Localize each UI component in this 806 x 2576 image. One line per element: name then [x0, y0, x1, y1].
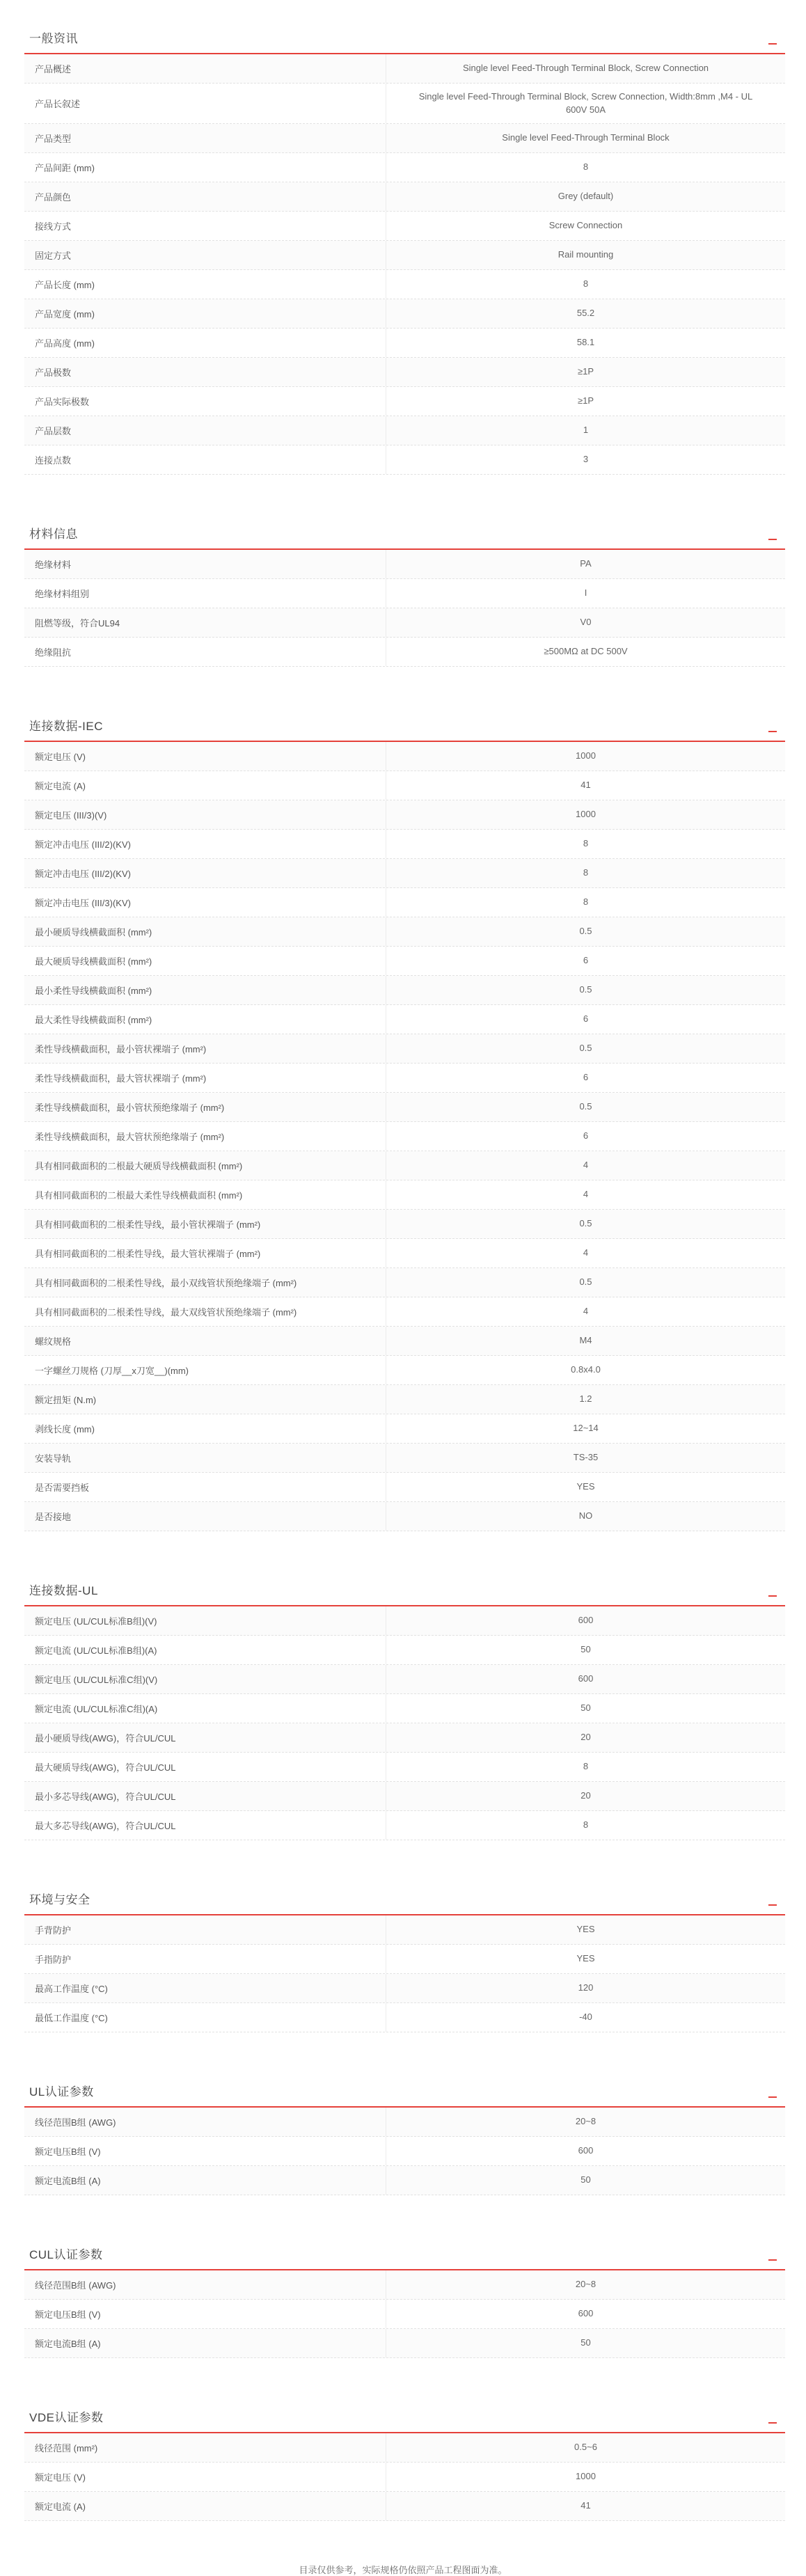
spec-value: V0: [580, 617, 592, 628]
spec-label: 最大柔性导线横截面积 (mm²): [24, 1005, 386, 1034]
spec-row: [24, 2463, 785, 2492]
section-header[interactable]: [24, 2216, 785, 2270]
spec-row: [24, 241, 785, 270]
spec-value: ≥1P: [577, 366, 594, 377]
spec-table: [24, 742, 785, 1531]
spec-value: ≥500MΩ at DC 500V: [544, 646, 628, 657]
spec-row: [24, 608, 785, 638]
spec-label: 接线方式: [24, 212, 386, 240]
spec-row: [24, 1180, 785, 1210]
section-title: 材料信息: [29, 528, 78, 541]
spec-value: Screw Connection: [548, 220, 623, 231]
spec-value: M4: [579, 1335, 592, 1346]
spec-label: 具有相同截面积的二根柔性导线，最大管状裸端子 (mm²): [24, 1239, 386, 1267]
spec-label: 额定电压 (V): [24, 742, 386, 771]
spec-value: TS-35: [573, 1452, 599, 1463]
spec-value: 50: [580, 1644, 591, 1655]
spec-row: [24, 1268, 785, 1297]
spec-value: 12~14: [573, 1423, 599, 1434]
collapse-icon[interactable]: [767, 38, 778, 45]
spec-label: 产品概述: [24, 54, 386, 83]
spec-value: 20: [580, 1790, 591, 1801]
spec-label: 最高工作温度 (°C): [24, 1974, 386, 2002]
spec-label: 额定电压 (UL/CUL标准C组)(V): [24, 1665, 386, 1693]
section-header[interactable]: [24, 2053, 785, 2108]
spec-value: 6: [583, 1013, 589, 1025]
spec-value: -40: [579, 2012, 592, 2023]
spec-section: [24, 1552, 785, 1840]
spec-label: 产品类型: [24, 124, 386, 152]
spec-value: NO: [578, 1510, 593, 1522]
spec-label: 额定电流 (UL/CUL标准C组)(A): [24, 1694, 386, 1723]
spec-row: [24, 212, 785, 241]
spec-label: 具有相同截面积的二根柔性导线，最大双线管状预绝缘端子 (mm²): [24, 1297, 386, 1326]
spec-value: 8: [583, 278, 589, 290]
spec-row: [24, 2166, 785, 2195]
section-title: 连接数据-IEC: [29, 720, 103, 733]
spec-value: ≥1P: [577, 395, 594, 406]
spec-table: [24, 2433, 785, 2521]
spec-row: [24, 1151, 785, 1180]
spec-value: YES: [576, 1481, 595, 1492]
spec-row: [24, 416, 785, 445]
footer-note-text: 目录仅供参考，实际规格仍依照产品工程图面为准。: [299, 2565, 507, 2575]
spec-value: 50: [580, 1702, 591, 1714]
spec-table: [24, 550, 785, 667]
spec-label: 产品层数: [24, 416, 386, 445]
spec-label: 额定冲击电压 (III/3)(KV): [24, 888, 386, 917]
spec-table: [24, 2108, 785, 2195]
spec-row: [24, 2108, 785, 2137]
spec-value: 0.5: [579, 1101, 592, 1112]
spec-row: [24, 299, 785, 329]
spec-label: 额定冲击电压 (III/2)(KV): [24, 830, 386, 858]
footer-note: [0, 2542, 806, 2576]
spec-label: 额定电流 (A): [24, 2492, 386, 2520]
spec-label: 产品颜色: [24, 182, 386, 211]
spec-row: [24, 1665, 785, 1694]
section-title: 连接数据-UL: [29, 1584, 98, 1597]
spec-row: [24, 947, 785, 976]
spec-value: Rail mounting: [558, 249, 614, 260]
spec-value: 6: [583, 1072, 589, 1083]
section-header[interactable]: [24, 1552, 785, 1606]
spec-value: Single level Feed-Through Terminal Block, Screw Connection: [462, 63, 709, 74]
spec-value: 0.5~6: [574, 2442, 597, 2453]
spec-label: 绝缘阻抗: [24, 638, 386, 666]
spec-label: 具有相同截面积的二根最大硬质导线横截面积 (mm²): [24, 1151, 386, 1180]
collapse-icon[interactable]: [767, 725, 778, 732]
spec-label: 额定电压 (V): [24, 2463, 386, 2491]
collapse-icon[interactable]: [767, 2254, 778, 2261]
spec-row: [24, 550, 785, 579]
spec-label: 线径范围B组 (AWG): [24, 2108, 386, 2136]
spec-label: 额定冲击电压 (III/2)(KV): [24, 859, 386, 887]
spec-value: 600: [578, 1615, 594, 1626]
spec-label: 最大多芯导线(AWG)，符合UL/CUL: [24, 1811, 386, 1840]
spec-section: [24, 0, 785, 475]
spec-row: [24, 1606, 785, 1636]
spec-value: 8: [583, 867, 589, 878]
spec-row: [24, 1811, 785, 1840]
spec-row: [24, 1502, 785, 1531]
spec-row: [24, 579, 785, 608]
spec-label: 柔性导线横截面积，最大管状裸端子 (mm²): [24, 1064, 386, 1092]
spec-value: 0.8x4.0: [571, 1364, 601, 1375]
spec-value: 4: [583, 1306, 589, 1317]
spec-label: 额定电流B组 (A): [24, 2329, 386, 2357]
spec-row: [24, 2270, 785, 2300]
spec-label: 手指防护: [24, 1945, 386, 1973]
spec-value: 55.2: [576, 308, 595, 319]
spec-label: 额定电压B组 (V): [24, 2137, 386, 2165]
spec-value: 120: [578, 1982, 594, 1993]
spec-value: 8: [583, 161, 589, 173]
spec-value: 0.5: [579, 1043, 592, 1054]
spec-value: 600: [578, 1673, 594, 1684]
spec-label: 线径范围 (mm²): [24, 2433, 386, 2462]
spec-row: [24, 800, 785, 830]
spec-value: 3: [583, 454, 589, 465]
spec-label: 产品间距 (mm): [24, 153, 386, 182]
spec-row: [24, 888, 785, 917]
spec-row: [24, 2003, 785, 2032]
spec-value: YES: [576, 1924, 595, 1935]
spec-label: 固定方式: [24, 241, 386, 269]
spec-label: 安装导轨: [24, 1444, 386, 1472]
spec-value: 600: [578, 2145, 594, 2156]
spec-row: [24, 742, 785, 771]
spec-label: 产品宽度 (mm): [24, 299, 386, 328]
spec-row: [24, 1327, 785, 1356]
spec-row: [24, 1005, 785, 1034]
spec-label: 产品长度 (mm): [24, 270, 386, 299]
spec-value: 0.5: [579, 926, 592, 937]
spec-section: [24, 496, 785, 667]
spec-row: [24, 84, 785, 124]
spec-label: 是否需要挡板: [24, 1473, 386, 1501]
spec-value: Grey (default): [558, 191, 614, 202]
spec-table: [24, 1606, 785, 1840]
spec-row: [24, 2492, 785, 2521]
spec-label: 最大硬质导线(AWG)，符合UL/CUL: [24, 1753, 386, 1781]
spec-row: [24, 1385, 785, 1414]
spec-label: 绝缘材料组别: [24, 579, 386, 608]
spec-row: [24, 1444, 785, 1473]
spec-value: 4: [583, 1247, 589, 1258]
spec-row: [24, 329, 785, 358]
spec-row: [24, 1034, 785, 1064]
spec-label: 额定电流 (A): [24, 771, 386, 800]
spec-label: 额定电压 (UL/CUL标准B组)(V): [24, 1606, 386, 1635]
spec-row: [24, 124, 785, 153]
spec-row: [24, 1915, 785, 1945]
spec-row: [24, 153, 785, 182]
spec-value: 1000: [576, 750, 596, 761]
spec-label: 具有相同截面积的二根最大柔性导线横截面积 (mm²): [24, 1180, 386, 1209]
spec-value: Single level Feed-Through Terminal Block, Screw Connection, Width:8mm ,M4 - UL 600V 50A: [418, 90, 753, 115]
section-header[interactable]: [24, 2379, 785, 2433]
collapse-icon[interactable]: [767, 2417, 778, 2424]
spec-row: [24, 2300, 785, 2329]
collapse-icon[interactable]: [767, 1590, 778, 1597]
spec-value: 600: [578, 2308, 594, 2319]
spec-row: [24, 270, 785, 299]
spec-row: [24, 771, 785, 800]
spec-row: [24, 1210, 785, 1239]
spec-label: 额定电流 (UL/CUL标准B组)(A): [24, 1636, 386, 1664]
collapse-icon[interactable]: [767, 1899, 778, 1906]
spec-row: [24, 54, 785, 84]
spec-value: 8: [583, 1819, 589, 1831]
section-header[interactable]: [24, 496, 785, 550]
spec-section: [24, 2053, 785, 2195]
spec-section: [24, 2379, 785, 2521]
section-header[interactable]: [24, 0, 785, 54]
spec-row: [24, 445, 785, 475]
spec-label: 最小柔性导线横截面积 (mm²): [24, 976, 386, 1004]
spec-label: 剥线长度 (mm): [24, 1414, 386, 1443]
section-title: 一般资讯: [29, 32, 78, 45]
spec-label: 线径范围B组 (AWG): [24, 2270, 386, 2299]
spec-value: 58.1: [576, 337, 595, 348]
spec-row: [24, 1093, 785, 1122]
collapse-icon[interactable]: [767, 2091, 778, 2098]
spec-label: 额定电压B组 (V): [24, 2300, 386, 2328]
spec-row: [24, 1122, 785, 1151]
spec-value: 8: [583, 896, 589, 908]
spec-label: 额定扭矩 (N.m): [24, 1385, 386, 1414]
spec-value: 8: [583, 838, 589, 849]
spec-row: [24, 182, 785, 212]
spec-label: 产品极数: [24, 358, 386, 386]
spec-label: 额定电流B组 (A): [24, 2166, 386, 2195]
spec-row: [24, 387, 785, 416]
spec-label: 柔性导线横截面积，最小管状预绝缘端子 (mm²): [24, 1093, 386, 1121]
spec-row: [24, 1636, 785, 1665]
spec-row: [24, 358, 785, 387]
spec-value: 1000: [576, 2471, 596, 2482]
spec-row: [24, 1064, 785, 1093]
section-header[interactable]: [24, 1861, 785, 1915]
spec-label: 一字螺丝刀规格 (刀厚__x刀宽__)(mm): [24, 1356, 386, 1384]
collapse-icon[interactable]: [767, 533, 778, 540]
spec-label: 阻燃等级，符合UL94: [24, 608, 386, 637]
spec-row: [24, 1945, 785, 1974]
spec-value: 20~8: [575, 2116, 596, 2127]
spec-section: [24, 688, 785, 1531]
spec-row: [24, 917, 785, 947]
spec-row: [24, 2433, 785, 2463]
spec-value: 41: [580, 2500, 591, 2511]
spec-section: [24, 1861, 785, 2032]
spec-table: [24, 2270, 785, 2358]
section-header[interactable]: [24, 688, 785, 742]
spec-value: 20: [580, 1732, 591, 1743]
spec-label: 绝缘材料: [24, 550, 386, 578]
spec-label: 产品长叙述: [24, 84, 386, 123]
spec-label: 柔性导线横截面积，最小管状裸端子 (mm²): [24, 1034, 386, 1063]
spec-value: 50: [580, 2337, 591, 2348]
spec-label: 螺纹规格: [24, 1327, 386, 1355]
spec-row: [24, 1782, 785, 1811]
spec-row: [24, 2329, 785, 2358]
spec-label: 产品实际极数: [24, 387, 386, 416]
spec-value: 0.5: [579, 1218, 592, 1229]
spec-value: 50: [580, 2174, 591, 2186]
spec-row: [24, 1753, 785, 1782]
spec-value: 4: [583, 1160, 589, 1171]
spec-row: [24, 1694, 785, 1723]
section-title: 环境与安全: [29, 1893, 90, 1906]
spec-row: [24, 2137, 785, 2166]
spec-row: [24, 1297, 785, 1327]
spec-label: 手背防护: [24, 1915, 386, 1944]
spec-value: 8: [583, 1761, 589, 1772]
spec-value: 6: [583, 1130, 589, 1141]
spec-row: [24, 638, 785, 667]
section-title: VDE认证参数: [29, 2411, 104, 2424]
section-title: UL认证参数: [29, 2085, 94, 2099]
spec-row: [24, 1473, 785, 1502]
spec-row: [24, 1356, 785, 1385]
spec-value: 1: [583, 425, 589, 436]
spec-value: Single level Feed-Through Terminal Block: [502, 132, 670, 143]
spec-value: 41: [580, 780, 591, 791]
spec-label: 连接点数: [24, 445, 386, 474]
spec-value: I: [584, 587, 587, 599]
spec-value: 0.5: [579, 1277, 592, 1288]
spec-label: 柔性导线横截面积，最大管状预绝缘端子 (mm²): [24, 1122, 386, 1151]
spec-table: [24, 54, 785, 475]
spec-label: 是否接地: [24, 1502, 386, 1531]
spec-label: 最大硬质导线横截面积 (mm²): [24, 947, 386, 975]
spec-value: 6: [583, 955, 589, 966]
spec-value: 1.2: [579, 1393, 592, 1405]
spec-value: PA: [580, 558, 592, 569]
spec-value: 4: [583, 1189, 589, 1200]
spec-value: 0.5: [579, 984, 592, 995]
spec-label: 最低工作温度 (°C): [24, 2003, 386, 2032]
spec-row: [24, 1723, 785, 1753]
spec-row: [24, 830, 785, 859]
spec-value: YES: [576, 1953, 595, 1964]
section-title: CUL认证参数: [29, 2248, 103, 2261]
spec-label: 最小多芯导线(AWG)，符合UL/CUL: [24, 1782, 386, 1810]
spec-label: 产品高度 (mm): [24, 329, 386, 357]
spec-table: [24, 1915, 785, 2032]
spec-label: 额定电压 (III/3)(V): [24, 800, 386, 829]
spec-row: [24, 976, 785, 1005]
spec-label: 最小硬质导线横截面积 (mm²): [24, 917, 386, 946]
spec-value: 1000: [576, 809, 596, 820]
spec-value: 20~8: [575, 2279, 596, 2290]
spec-row: [24, 859, 785, 888]
spec-section: [24, 2216, 785, 2358]
spec-label: 最小硬质导线(AWG)，符合UL/CUL: [24, 1723, 386, 1752]
spec-row: [24, 1239, 785, 1268]
spec-row: [24, 1974, 785, 2003]
spec-label: 具有相同截面积的二根柔性导线，最小管状裸端子 (mm²): [24, 1210, 386, 1238]
spec-row: [24, 1414, 785, 1444]
spec-label: 具有相同截面积的二根柔性导线，最小双线管状预绝缘端子 (mm²): [24, 1268, 386, 1297]
